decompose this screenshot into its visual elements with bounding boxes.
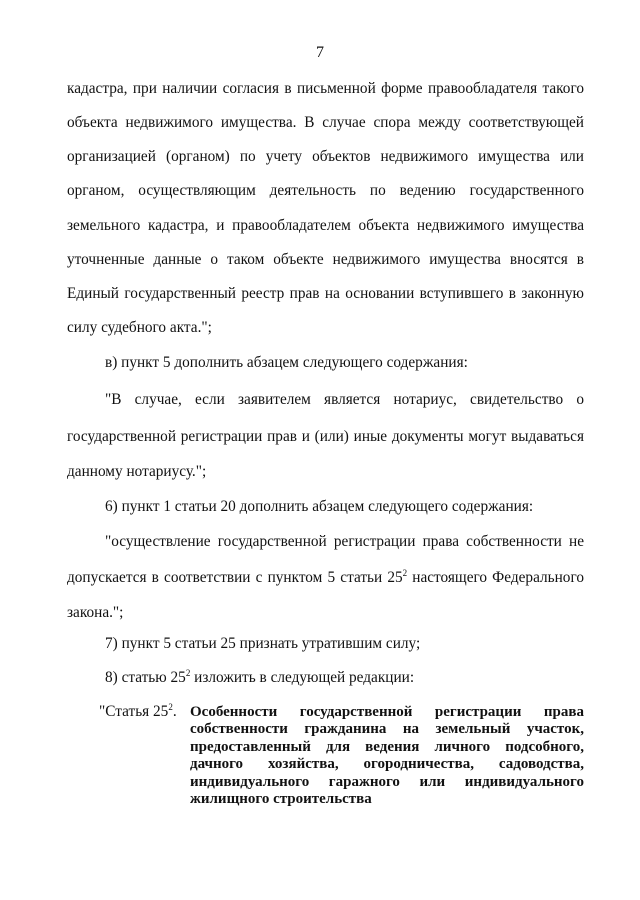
quote-text: допускается в соответствии с пунктом 5 статьи 25 bbox=[67, 569, 403, 586]
quote-line: "осуществление государственной регистрации права собственности не bbox=[105, 533, 584, 550]
quote-line: "В случае, если заявителем является нотариус, свидетельство о bbox=[105, 391, 584, 408]
article-heading bbox=[190, 704, 584, 814]
article-heading-line: предоставленный для ведения личного подсобного, bbox=[190, 739, 584, 755]
paragraph-line: Единый государственный реестр прав на основании вступившего в законную bbox=[67, 285, 584, 302]
paragraph-line: кадастра, при наличии согласия в письменной форме правообладателя такого bbox=[67, 80, 584, 97]
quote-line bbox=[67, 569, 584, 587]
paragraph-line: земельного кадастра, и правообладателем объекта недвижимого имущества bbox=[67, 217, 584, 234]
article-label-text: . bbox=[172, 703, 177, 720]
item-text: изложить в следующей редакции: bbox=[190, 669, 415, 686]
superscript: 2 bbox=[185, 667, 191, 678]
paragraph-line: объекта недвижимого имущества. В случае спора между соответствующей bbox=[67, 114, 584, 131]
paragraph-line: уточненные данные о таком объекте недвижимого имущества вносятся в bbox=[67, 251, 584, 268]
quote-line: данному нотариусу."; bbox=[67, 463, 207, 480]
article-heading-line: собственности гражданина на земельный участок, bbox=[190, 721, 584, 737]
item-7: 7) пункт 5 статьи 25 признать утратившим силу; bbox=[105, 635, 421, 652]
article-heading-line: индивидуального гаражного или индивидуального bbox=[190, 774, 584, 790]
superscript: 2 bbox=[168, 701, 173, 712]
superscript: 2 bbox=[402, 567, 408, 578]
item-text: 8) статью 25 bbox=[105, 669, 186, 686]
item-v: в) пункт 5 дополнить абзацем следующего содержания: bbox=[105, 354, 468, 371]
paragraph-line: силу судебного акта."; bbox=[67, 319, 212, 336]
item-8 bbox=[105, 669, 414, 687]
article-label-text: "Статья 25 bbox=[99, 703, 169, 720]
page-number: 7 bbox=[316, 44, 324, 61]
article-heading-line: дачного хозяйства, огородничества, садоводства, bbox=[190, 756, 584, 772]
item-6: 6) пункт 1 статьи 20 дополнить абзацем следующего содержания: bbox=[105, 498, 534, 515]
article-label bbox=[99, 703, 177, 721]
article-heading-line: Особенности государственной регистрации права bbox=[190, 704, 584, 720]
quote-text: настоящего Федерального bbox=[407, 569, 584, 586]
quote-line: закона."; bbox=[67, 604, 124, 621]
quote-line: государственной регистрации прав и (или) иные документы могут выдаваться bbox=[67, 428, 584, 445]
paragraph-line: организацией (органом) по учету объектов недвижимого имущества или bbox=[67, 148, 584, 165]
article-heading-line: жилищного строительства bbox=[190, 791, 372, 807]
paragraph-line: органом, осуществляющим деятельность по ведению государственного bbox=[67, 182, 584, 199]
